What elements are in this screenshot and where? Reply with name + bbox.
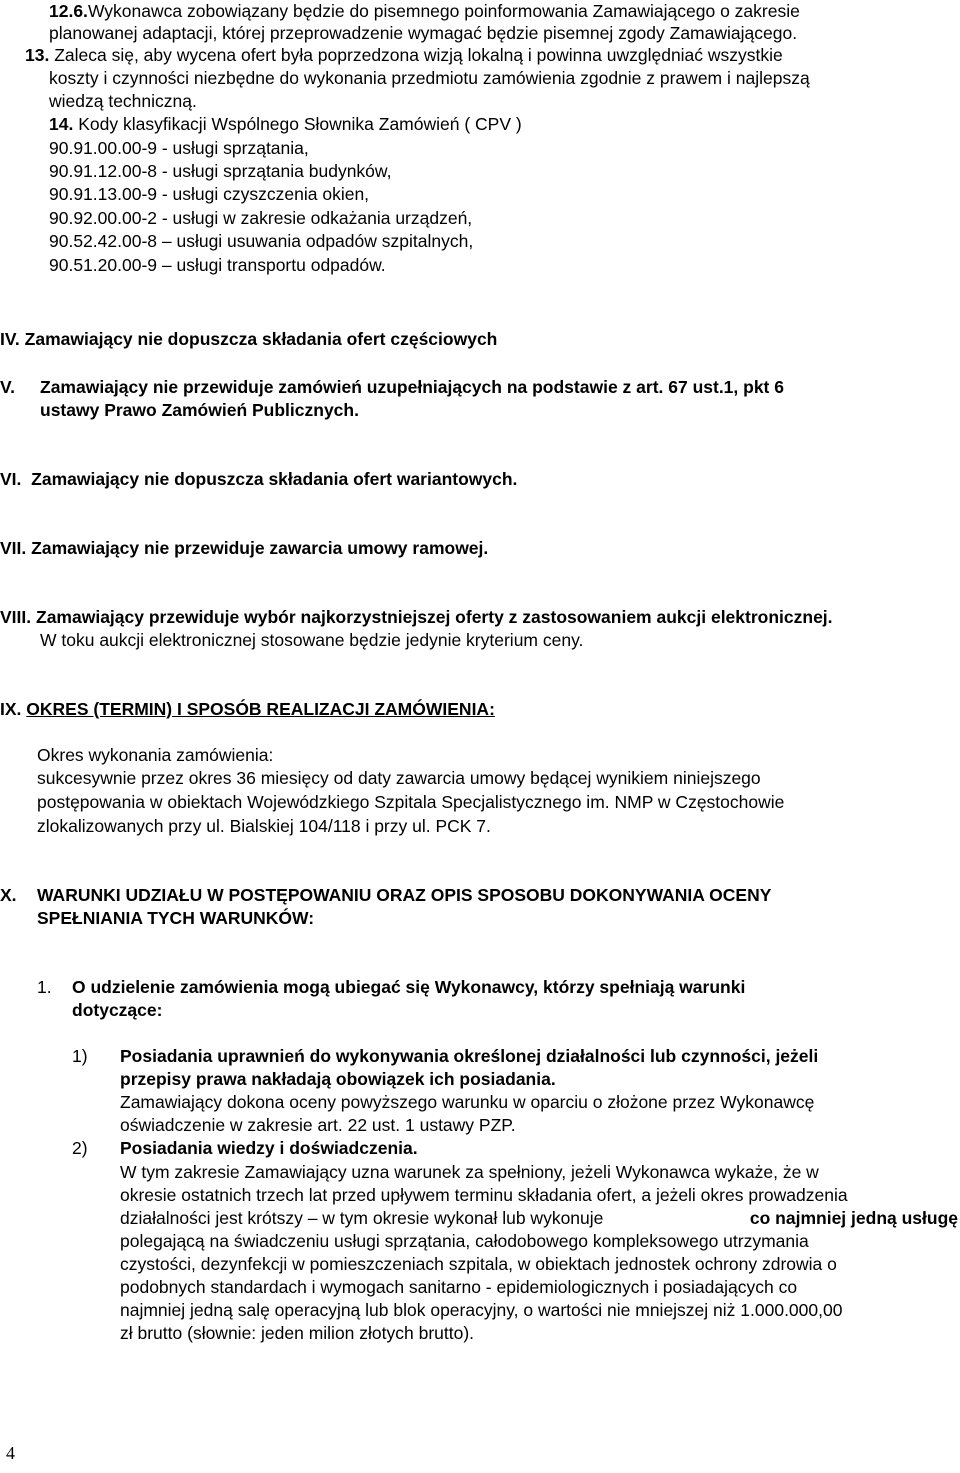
cond-1-2-line [120,1230,958,1252]
section-v-line1 [0,376,15,398]
cond-text: najmniej jedną salę operacyjną lub blok operacyjny, o wartości nie mniejszej niż 1.000.000,00 [120,1300,843,1320]
cond-1-2-line [120,1299,958,1321]
cond-1-1-title1 [120,1045,958,1067]
cond-1-2-num: 2) [72,1138,88,1158]
section-ix-line3: zlokalizowanych przy ul. Bialskiej 104/118 i przy ul. PCK 7. [37,816,491,836]
section-vi [0,468,517,490]
item-number: 12.6. [49,1,88,21]
item-12-6-line1 [49,0,800,22]
section-text: Zamawiający przewiduje wybór najkorzystniejszej oferty z zastosowaniem aukcji elektronicznej. [36,607,833,627]
item-14-title [49,113,522,135]
cond-1-num: 1. [37,977,52,997]
item-number: 14. [49,114,74,134]
section-text: Zamawiający nie przewiduje zawarcia umowy ramowej. [31,538,489,558]
cond-title: Posiadania uprawnień do wykonywania określonej działalności lub czynności, jeżeli [120,1046,819,1066]
cond-1-2-line: zł brutto (słownie: jeden milion złotych brutto). [120,1323,475,1343]
section-number: VIII. [0,607,32,627]
section-text: Zamawiający nie dopuszcza składania ofert wariantowych. [31,469,518,489]
section-ix-line2 [37,791,958,813]
section-viii-line2: W toku aukcji elektronicznej stosowane będzie jedynie kryterium ceny. [40,630,584,650]
cond-bold-phrase: co najmniej jedną usługę [749,1208,958,1228]
item-text: Wykonawca zobowiązany będzie do pisemnego poinformowania Zamawiającego o zakresie [87,1,800,21]
cond-1-line1: O udzielenie zamówienia mogą ubiegać się Wykonawcy, którzy spełniają warunki [72,977,746,997]
cond-1-2-line [120,1207,958,1229]
item-text: Kody klasyfikacji Wspólnego Słownika Zamówień ( CPV ) [78,114,522,134]
cond-text: polegającą na świadczeniu usługi sprzątania, całodobowego kompleksowego utrzymania [120,1231,809,1251]
cpv-code: 90.51.20.00-9 – usługi transportu odpadów. [49,255,386,275]
cond-1-1-title2: przepisy prawa nakładają obowiązek ich posiadania. [120,1069,556,1089]
cond-text: W tym zakresie Zamawiający uzna warunek za spełniony, jeżeli Wykonawca wykaże, że w [120,1162,819,1182]
cond-text: działalności jest krótszy – w tym okresie wykonał lub wykonuje [120,1208,604,1228]
section-x-num: X. [0,885,17,905]
cond-text: czystości, dezynfekcji w pomieszczeniach szpitala, w obiektach jednostek ochrony zdrowia o [120,1254,837,1274]
item-13-line3: wiedzą techniczną. [49,91,197,111]
cond-1-1-line1 [120,1091,958,1113]
section-viii [0,606,833,628]
section-iv [0,328,497,350]
cond-text: okresie ostatnich trzech lat przed upływem terminu składania ofert, a jeżeli okres prowadzenia [120,1185,848,1205]
section-text: postępowania w obiektach Wojewódzkiego Szpitala Specjalistycznego im. NMP w Częstochowie [37,792,785,812]
section-text: Zamawiający nie przewiduje zamówień uzupełniających na podstawie z art. 67 ust.1, pkt 6 [40,377,784,397]
cond-text: Zamawiający dokona oceny powyższego warunku w oparciu o złożone przez Wykonawcę [120,1092,815,1112]
section-vii [0,537,488,559]
section-ix-label: Okres wykonania zamówienia: [37,745,274,765]
section-number: IV. [0,329,20,349]
cond-1-1-num: 1) [72,1046,88,1066]
section-ix-title [0,698,495,720]
cpv-code: 90.52.42.00-8 – usługi usuwania odpadów szpitalnych, [49,231,474,251]
cond-1-2-title: Posiadania wiedzy i doświadczenia. [120,1138,418,1158]
section-x-title2: SPEŁNIANIA TYCH WARUNKÓW: [37,908,315,928]
section-text: sukcesywnie przez okres 36 miesięcy od daty zawarcia umowy będącej wynikiem niniejszego [37,768,761,788]
section-title: WARUNKI UDZIAŁU W POSTĘPOWANIU ORAZ OPIS SPOSOBU DOKONYWANIA OCENY [37,885,772,905]
section-number: VI. [0,469,22,489]
cond-1-1-line2: oświadczenie w zakresie art. 22 ust. 1 ustawy PZP. [120,1115,516,1135]
section-title: OKRES (TERMIN) I SPOSÓB REALIZACJI ZAMÓWIENIA: [26,699,495,719]
item-number: 13. [25,45,50,65]
section-number: IX. [0,699,22,719]
item-12-6-line2: planowanej adaptacji, której przeprowadzenie wymagać będzie pisemnej zgody Zamawiającego. [49,23,798,43]
cpv-code: 90.91.00.00-9 - usługi sprzątania, [49,138,309,158]
cond-1-line2: dotyczące: [72,1000,163,1020]
section-x-title1 [37,884,958,906]
item-13-line2: koszty i czynności niezbędne do wykonania przedmiotu zamówienia zgodnie z prawem i najlepszą [49,68,810,88]
cond-1-2-line [120,1161,958,1183]
section-ix-line1 [37,767,958,789]
cond-1-2-line [120,1276,958,1298]
page-number: 4 [6,1443,15,1463]
section-number: VII. [0,538,27,558]
section-v-line2: ustawy Prawo Zamówień Publicznych. [40,400,359,420]
cond-1-2-line [120,1253,958,1275]
section-text: Zamawiający nie dopuszcza składania ofert częściowych [24,329,498,349]
cpv-code: 90.92.00.00-2 - usługi w zakresie odkażania urządzeń, [49,208,473,228]
cpv-code: 90.91.13.00-9 - usługi czyszczenia okien, [49,184,370,204]
cond-1-2-line [120,1184,958,1206]
cpv-code: 90.91.12.00-8 - usługi sprzątania budynków, [49,161,392,181]
section-number: V. [0,377,15,397]
item-13-line1 [25,44,783,66]
item-text: Zaleca się, aby wycena ofert była poprzedzona wizją lokalną i powinna uwzględniać wszystkie [54,45,783,65]
section-v-line1-text [40,376,958,398]
cond-text: podobnych standardach i wymogach sanitarno - epidemiologicznych i posiadających co [120,1277,798,1297]
